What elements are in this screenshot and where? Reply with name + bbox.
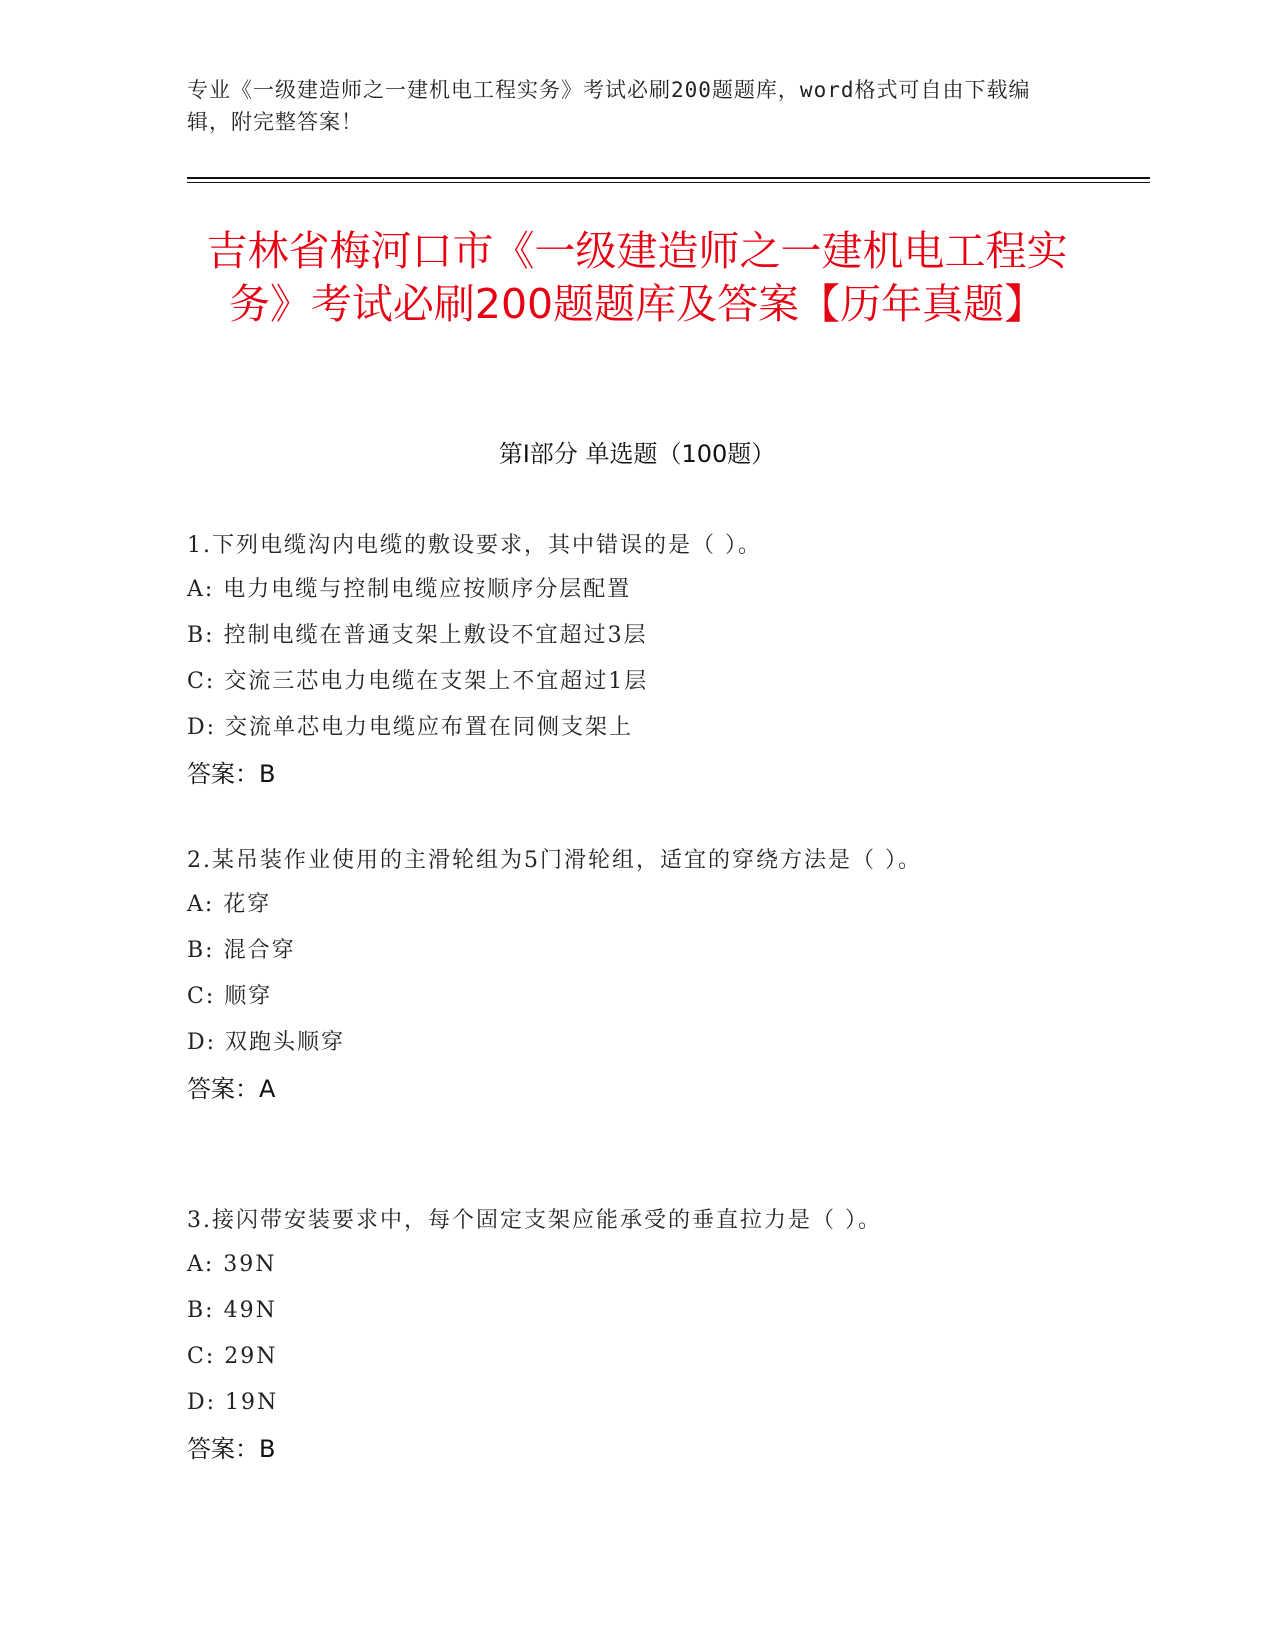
header-note: 专业《一级建造师之一建机电工程实务》考试必刷200题题库，word格式可自由下载编辑，附完整答案！: [187, 78, 1031, 134]
answer: 答案：B: [187, 1435, 276, 1463]
question-stem: 3.接闪带安装要求中，每个固定支架应能承受的垂直拉力是（ ）。: [187, 1208, 882, 1233]
header-divider-thin: [187, 182, 1150, 183]
option-a: A: 花穿: [187, 892, 272, 917]
question-stem: 1.下列电缆沟内电缆的敷设要求，其中错误的是（ ）。: [187, 533, 762, 558]
question-stem: 2.某吊装作业使用的主滑轮组为5门滑轮组，适宜的穿绕方法是（ ）。: [187, 848, 922, 873]
question-1: [187, 525, 1067, 797]
section-title: 第Ⅰ部分 单选题（100题）: [498, 440, 776, 468]
option-c: C: 顺穿: [187, 984, 273, 1009]
answer: 答案：A: [187, 1075, 276, 1103]
answer: 答案：B: [187, 760, 276, 788]
option-b: B: 混合穿: [187, 938, 296, 963]
option-c: C: 29N: [187, 1344, 278, 1369]
document-title: 吉林省梅河口市《一级建造师之一建机电工程实务》考试必刷200题题库及答案【历年真题】: [206, 227, 1068, 328]
option-a: A: 39N: [187, 1252, 277, 1277]
header-divider-thick: [187, 177, 1150, 179]
question-2: [187, 840, 1067, 1112]
option-b: B: 控制电缆在普通支架上敷设不宜超过3层: [187, 623, 648, 648]
option-d: D: 19N: [187, 1390, 279, 1415]
option-b: B: 49N: [187, 1298, 277, 1323]
option-a: A: 电力电缆与控制电缆应按顺序分层配置: [187, 577, 632, 602]
option-d: D: 双跑头顺穿: [187, 1030, 346, 1055]
option-c: C: 交流三芯电力电缆在支架上不宜超过1层: [187, 669, 649, 694]
question-3: [187, 1200, 1067, 1472]
option-d: D: 交流单芯电力电缆应布置在同侧支架上: [187, 715, 634, 740]
